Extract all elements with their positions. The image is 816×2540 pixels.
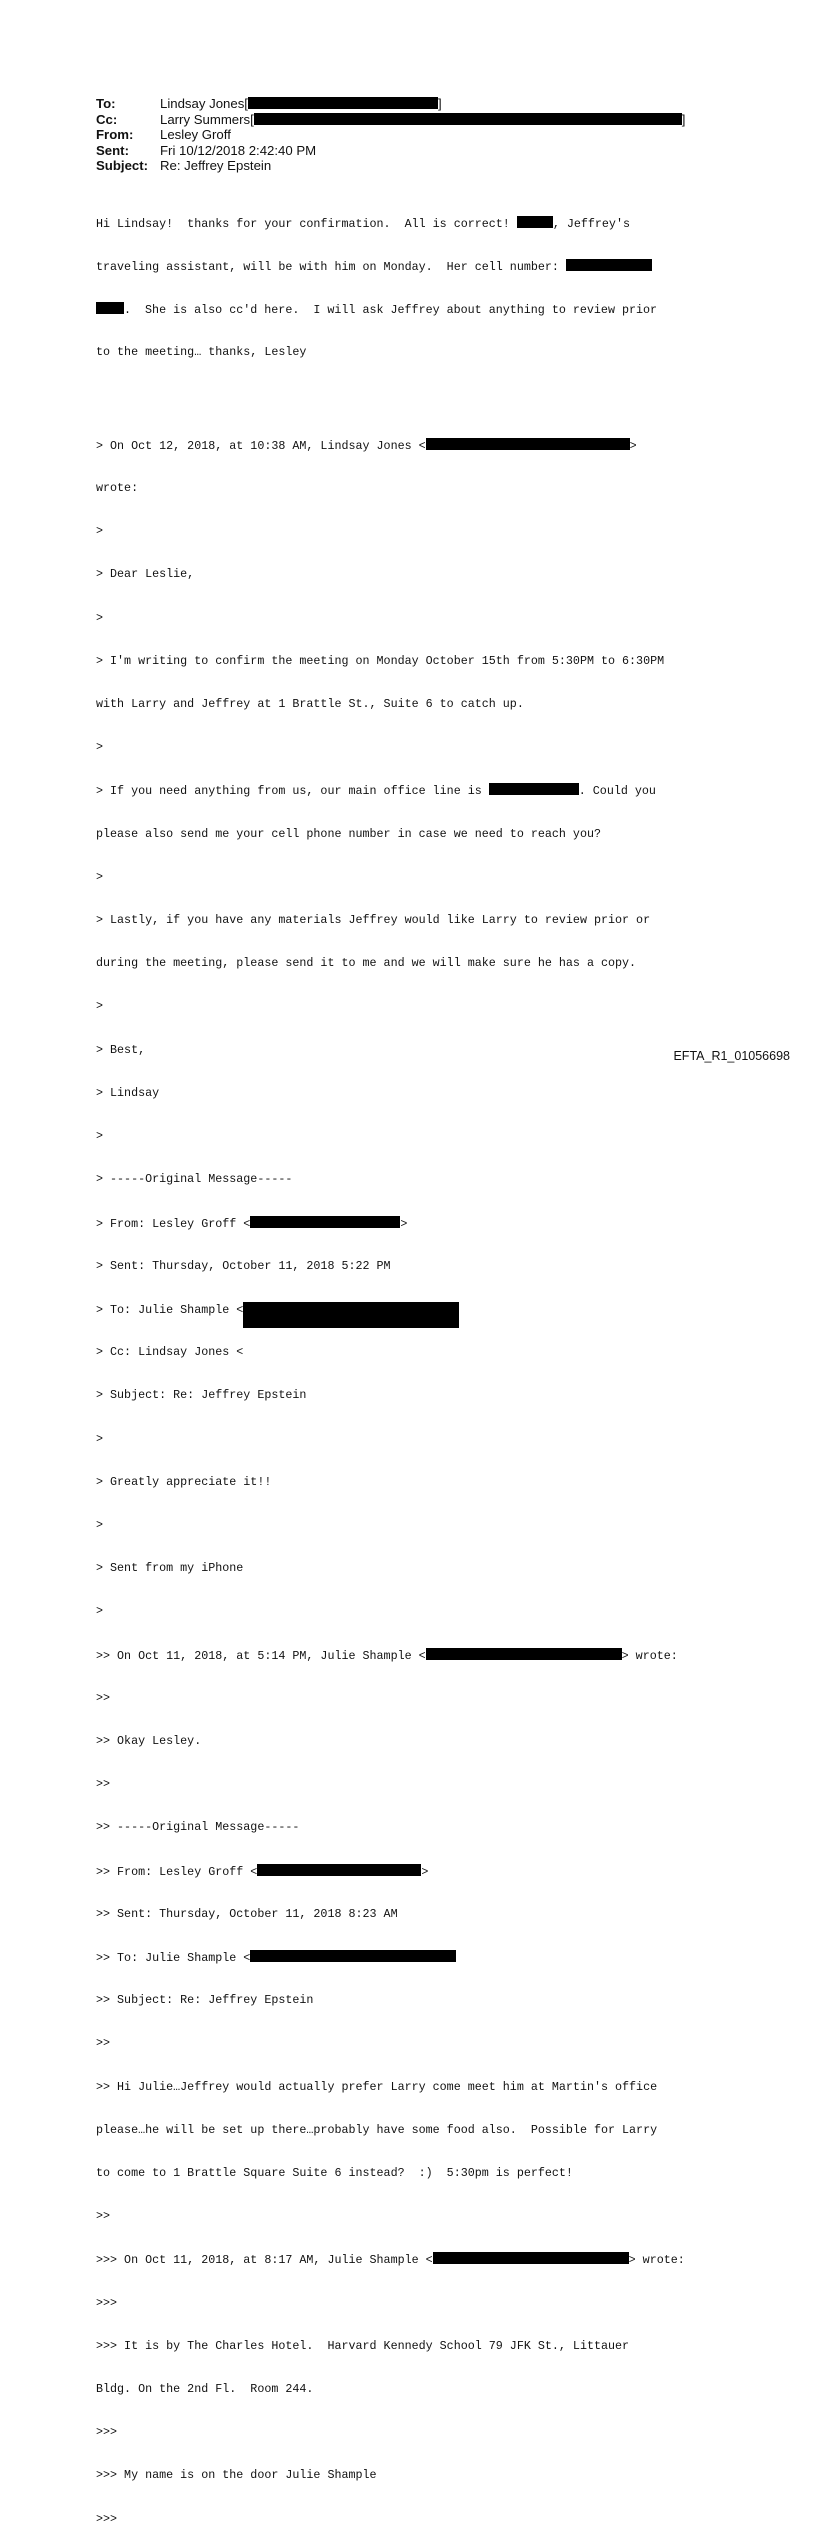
body-line <box>96 259 736 273</box>
redaction-box <box>433 2252 629 2264</box>
body-text: > To: Julie Shample < <box>96 1302 244 1317</box>
redaction-box <box>257 1864 421 1876</box>
to-row <box>96 96 685 112</box>
body-text: Hi Lindsay! thanks for your confirmation. All is correct! <box>96 216 517 231</box>
quote-line <box>96 1864 736 1878</box>
quote-line: >> <box>96 2209 111 2224</box>
quote-line: wrote: <box>96 481 139 496</box>
redaction-box <box>426 438 630 450</box>
quote-line: >> -----Original Message----- <box>96 1820 300 1835</box>
redaction-box <box>96 302 124 314</box>
sent-label: Sent: <box>96 142 129 158</box>
redaction-box <box>426 1648 622 1660</box>
quote-line <box>96 783 736 797</box>
to-label: To: <box>96 96 116 111</box>
quote-line: > Sent from my iPhone <box>96 1561 244 1576</box>
body-text: traveling assistant, will be with him on Monday. Her cell number: <box>96 260 566 275</box>
quote-line <box>96 1950 736 1964</box>
quote-line: > <box>96 999 104 1014</box>
quote-line: > I'm writing to confirm the meeting on Monday October 15th from 5:30PM to 6:30PM <box>96 653 665 668</box>
quote-line: > Lastly, if you have any materials Jeffrey would like Larry to review prior or <box>96 913 651 928</box>
quote-line <box>96 1302 736 1316</box>
cc-end: ] <box>681 111 686 127</box>
body-text: > <box>400 1216 408 1231</box>
quote-line: > <box>96 740 104 755</box>
quote-line: > Greatly appreciate it!! <box>96 1474 272 1489</box>
quote-line <box>96 438 736 452</box>
body-text: >> To: Julie Shample < <box>96 1950 251 1965</box>
quote-line: >> Hi Julie…Jeffrey would actually prefer Larry come meet him at Martin's office <box>96 2079 658 2094</box>
cc-value: Larry Summers[ <box>160 111 254 127</box>
quote-line: during the meeting, please send it to me and we will make sure he has a copy. <box>96 956 637 971</box>
quote-line <box>96 2252 736 2266</box>
document-id: EFTA_R1_01056698 <box>673 1049 790 1063</box>
to-value: Lindsay Jones[ <box>160 96 248 111</box>
email-body <box>96 187 736 2540</box>
body-text: . She is also cc'd here. I will ask Jeffrey about anything to review prior <box>124 303 658 318</box>
body-text: > wrote: <box>621 1648 678 1663</box>
email-header <box>96 96 685 174</box>
quote-line: >> Subject: Re: Jeffrey Epstein <box>96 1993 314 2008</box>
redaction-box <box>250 1950 456 1962</box>
redaction-box <box>254 113 682 125</box>
quote-line: > Lindsay <box>96 1085 160 1100</box>
body-text: , Jeffrey's <box>552 216 630 231</box>
quote-line: to come to 1 Brattle Square Suite 6 instead? :) 5:30pm is perfect! <box>96 2165 573 2180</box>
quote-line: >>> <box>96 2425 118 2440</box>
body-text: > From: Lesley Groff < <box>96 1216 251 1231</box>
body-text: >>> On Oct 11, 2018, at 8:17 AM, Julie Shample < <box>96 2253 433 2268</box>
from-row <box>96 127 685 143</box>
quote-line: > Best, <box>96 1042 146 1057</box>
subject-row <box>96 158 685 174</box>
quote-line: >>> <box>96 2295 118 2310</box>
body-line <box>96 216 736 230</box>
quote-line: >>> It is by The Charles Hotel. Harvard Kennedy School 79 JFK St., Littauer <box>96 2338 630 2353</box>
redaction-box <box>489 783 579 795</box>
body-text: > <box>629 438 637 453</box>
to-end: ] <box>437 96 442 111</box>
cc-row <box>96 112 685 128</box>
redaction-box <box>566 259 652 271</box>
quote-line: > <box>96 1604 104 1619</box>
quote-line: > <box>96 524 104 539</box>
quote-line: > Cc: Lindsay Jones < <box>96 1345 244 1360</box>
body-text: > On Oct 12, 2018, at 10:38 AM, Lindsay Jones < <box>96 438 426 453</box>
body-text: >> From: Lesley Groff < <box>96 1864 258 1879</box>
quote-line: please also send me your cell phone number in case we need to reach you? <box>96 826 601 841</box>
quote-line: >>> <box>96 2511 118 2526</box>
sent-row <box>96 143 685 159</box>
quote-line: > Sent: Thursday, October 11, 2018 5:22 PM <box>96 1258 391 1273</box>
quote-line: > <box>96 1517 104 1532</box>
body-text: > If you need anything from us, our main office line is <box>96 784 489 799</box>
redaction-box <box>243 1302 459 1328</box>
body-text: > wrote: <box>628 2253 685 2268</box>
quote-line: Bldg. On the 2nd Fl. Room 244. <box>96 2381 314 2396</box>
quote-line: > <box>96 1129 104 1144</box>
subject-value: Re: Jeffrey Epstein <box>160 158 272 174</box>
from-value: Lesley Groff <box>160 127 231 143</box>
quote-line: >> <box>96 2036 111 2051</box>
quote-line: > <box>96 1431 104 1446</box>
quote-line: > Subject: Re: Jeffrey Epstein <box>96 1388 307 1403</box>
quote-line: >> Sent: Thursday, October 11, 2018 8:23 AM <box>96 1906 398 1921</box>
quote-line: >>> My name is on the door Julie Shample <box>96 2468 377 2483</box>
quote-line: >> <box>96 1777 111 1792</box>
body-text: > <box>421 1864 429 1879</box>
quote-line <box>96 1216 736 1230</box>
body-text: . Could you <box>578 784 656 799</box>
redaction-box <box>517 216 553 228</box>
cc-label: Cc: <box>96 111 118 127</box>
quote-line: > -----Original Message----- <box>96 1172 293 1187</box>
quote-line: please…he will be set up there…probably have some food also. Possible for Larry <box>96 2122 658 2137</box>
quote-line: with Larry and Jeffrey at 1 Brattle St., Suite 6 to catch up. <box>96 697 524 712</box>
quote-line: > Dear Leslie, <box>96 567 195 582</box>
body-line: to the meeting… thanks, Lesley <box>96 345 307 360</box>
sent-value: Fri 10/12/2018 2:42:40 PM <box>160 142 317 158</box>
subject-label: Subject: <box>96 158 149 174</box>
quote-line <box>96 1648 736 1662</box>
redaction-box <box>250 1216 400 1228</box>
body-text: >> On Oct 11, 2018, at 5:14 PM, Julie Shample < <box>96 1648 426 1663</box>
quote-line: >> <box>96 1690 111 1705</box>
body-line <box>96 302 736 316</box>
redaction-box <box>248 97 438 109</box>
quote-line: > <box>96 869 104 884</box>
quote-line: > <box>96 610 104 625</box>
from-label: From: <box>96 127 134 143</box>
quote-line: >> Okay Lesley. <box>96 1733 202 1748</box>
